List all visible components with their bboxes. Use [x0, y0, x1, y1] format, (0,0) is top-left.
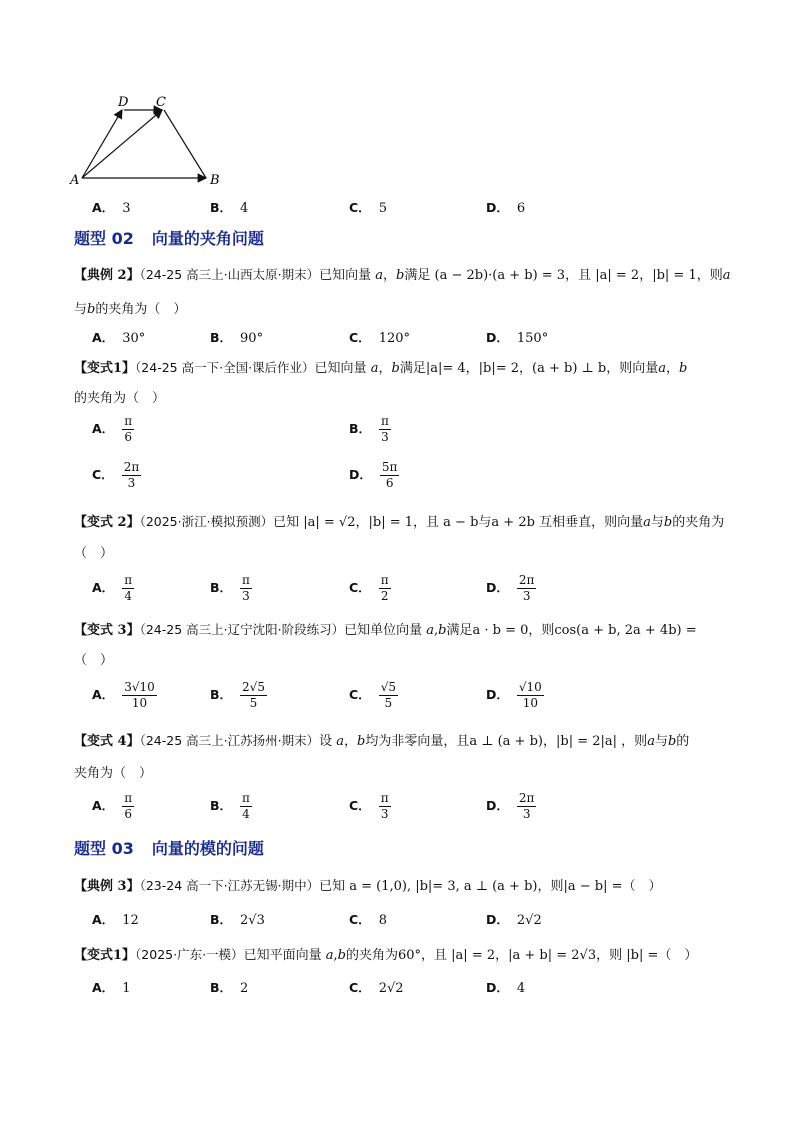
- option-c[interactable]: C． 8: [349, 912, 387, 928]
- option-b[interactable]: B． $\frac{\pi}{3}$: [210, 573, 250, 603]
- option-a[interactable]: A． $\frac{\pi}{6}$: [92, 414, 133, 444]
- option-c[interactable]: C． $\frac{2\pi}{3}$: [92, 460, 140, 490]
- option-a[interactable]: A． $\frac{\pi}{4}$: [92, 573, 133, 603]
- option-a[interactable]: A． 3: [92, 200, 131, 216]
- trapezoid-figure: [66, 92, 236, 188]
- option-a[interactable]: A． $\frac{3√10}{10}$: [92, 680, 155, 710]
- example-2-line2: 与b的夹角为（ ）: [74, 302, 187, 317]
- segment-cb: [164, 110, 206, 178]
- option-d[interactable]: D． $\frac{2\pi}{3}$: [486, 573, 535, 603]
- option-b[interactable]: B． 2√3: [210, 912, 265, 928]
- option-d[interactable]: D． 2√2: [486, 912, 542, 928]
- option-c[interactable]: C． 120°: [349, 330, 411, 346]
- option-d[interactable]: D． 4: [486, 980, 526, 996]
- option-c[interactable]: C． 5: [349, 200, 387, 216]
- option-c[interactable]: C． $\frac{\pi}{3}$: [349, 791, 389, 821]
- label-c: C: [156, 95, 166, 110]
- option-d[interactable]: D． 150°: [486, 330, 549, 346]
- example-3-line1: 【典例 3】（23-24 高一下·江苏无锡·期中）已知 a = (1,0), |b|= 3, a ⊥ (a + b)，则|a − b| =（ ）: [74, 878, 662, 894]
- label-d: D: [118, 95, 129, 110]
- option-b[interactable]: B． 4: [210, 200, 249, 216]
- example-2-line1: 【典例 2】（24-25 高三上·山西太原·期末）已知向量 a，b满足 (a − 2b)·(a + b) = 3，且 |a| = 2，|b| = 1，则a: [74, 267, 731, 283]
- option-a[interactable]: A． 1: [92, 980, 131, 996]
- segment-ad: [82, 110, 122, 178]
- option-d[interactable]: D． 6: [486, 200, 526, 216]
- variant-4-line1: 【变式 4】（24-25 高三上·江苏扬州·期末）设 a，b均为非零向量，且a ⊥ (a + b)，|b| = 2|a| ，则a与b的: [74, 733, 690, 749]
- label-a: A: [70, 173, 80, 188]
- variant-3-line2: （ ）: [74, 653, 114, 668]
- option-d[interactable]: D． $\frac{√10}{10}$: [486, 680, 542, 710]
- variant-3-1-line1: 【变式1】（2025·广东·一模）已知平面向量 a,b的夹角为60°，且 |a| = 2，|a + b| = 2√3，则 |b| =（ ）: [74, 947, 698, 963]
- option-d[interactable]: D． $\frac{5\pi}{6}$: [349, 460, 398, 490]
- option-b[interactable]: B． $\frac{\pi}{3}$: [349, 414, 389, 444]
- segment-ac: [82, 110, 162, 178]
- expression: (a − 2b)·(a + b) = 3: [434, 268, 566, 283]
- option-c[interactable]: C． $\frac{√5}{5}$: [349, 680, 396, 710]
- section-heading-02: 题型 02 向量的夹角问题: [74, 229, 264, 248]
- option-c[interactable]: C． $\frac{\pi}{2}$: [349, 573, 389, 603]
- option-c[interactable]: C． 2√2: [349, 980, 404, 996]
- variant-3-line1: 【变式 3】（24-25 高三上·辽宁沈阳·阶段练习）已知单位向量 a,b满足a · b = 0，则cos(a + b, 2a + 4b) =: [74, 622, 697, 638]
- option-d[interactable]: D． $\frac{2\pi}{3}$: [486, 791, 535, 821]
- option-a[interactable]: A． $\frac{\pi}{6}$: [92, 791, 133, 821]
- variant-4-line2: 夹角为（ ）: [74, 766, 153, 781]
- option-b[interactable]: B． 90°: [210, 330, 264, 346]
- section-heading-03: 题型 03 向量的模的问题: [74, 839, 264, 858]
- label-b: B: [210, 173, 220, 188]
- variant-2-line1: 【变式 2】（2025·浙江·模拟预测）已知 |a| = √2，|b| = 1，且 a − b与a + 2b 互相垂直，则向量a与b的夹角为: [74, 514, 725, 530]
- variant-2-line2: （ ）: [74, 546, 114, 561]
- option-b[interactable]: B． $\frac{2√5}{5}$: [210, 680, 265, 710]
- option-a[interactable]: A． 12: [92, 912, 139, 928]
- option-b[interactable]: B． 2: [210, 980, 249, 996]
- variant-1-line1: 【变式1】（24-25 高一下·全国·课后作业）已知向量 a，b满足|a|= 4，|b|= 2，(a + b) ⊥ b，则向量a，b: [74, 360, 688, 376]
- variant-1-line2: 的夹角为（ ）: [74, 391, 166, 406]
- option-a[interactable]: A． 30°: [92, 330, 146, 346]
- option-b[interactable]: B． $\frac{\pi}{4}$: [210, 791, 250, 821]
